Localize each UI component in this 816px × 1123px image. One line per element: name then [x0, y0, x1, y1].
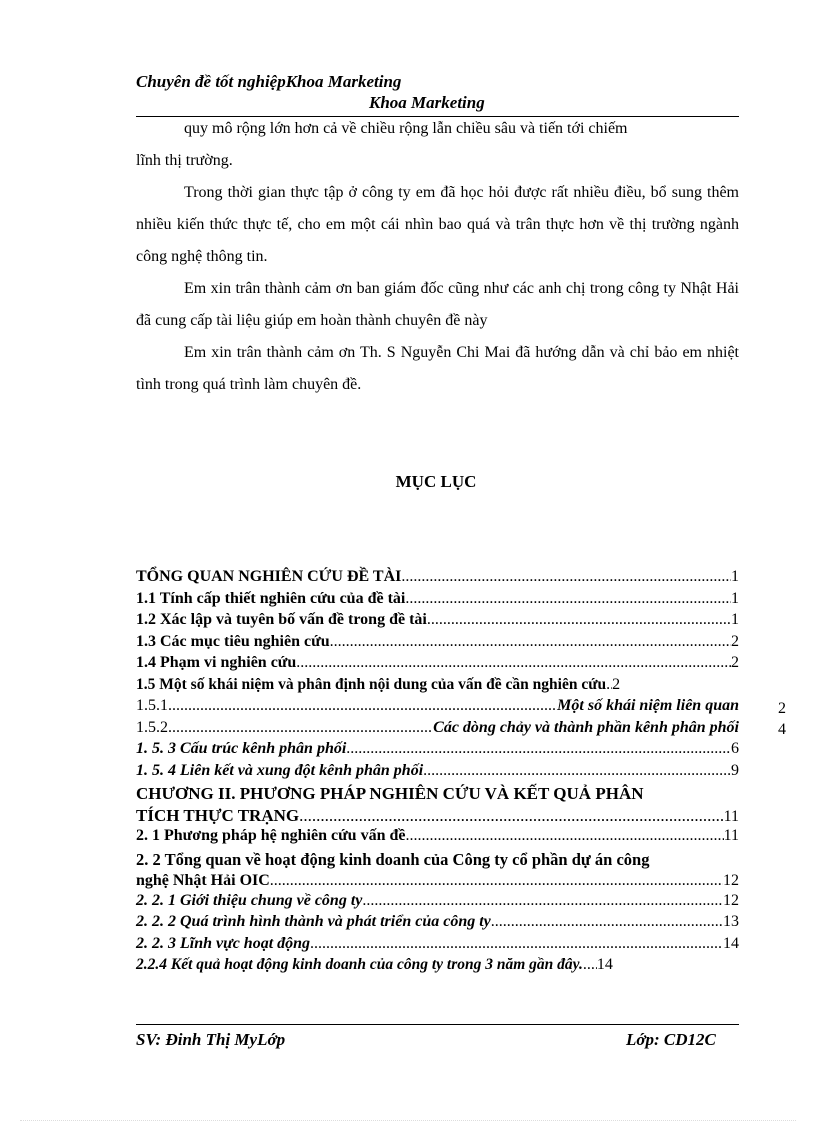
header-department: Khoa Marketing [369, 93, 485, 112]
toc-page-overflow: 4 [778, 721, 786, 738]
toc-page-overflow: 2 [778, 700, 786, 717]
toc-entry-text: 1. 5. 4 Liên kết và xung đột kênh phân phối [136, 761, 424, 779]
toc-entry[interactable] [136, 762, 739, 784]
toc-entry[interactable] [136, 719, 739, 741]
footer-rule [136, 1024, 739, 1025]
toc-entry-text: 1.4 Phạm vi nghiên cứu [136, 654, 297, 671]
toc-entry-text: 2. 1 Phương pháp hệ nghiên cứu vấn đề [136, 827, 406, 844]
paragraph-1a: quy mô rộng lớn hơn cả về chiều rộng lẫn chiều sâu và tiến tới chiếm [184, 120, 628, 137]
toc-entry-title: Một số khái niệm liên quan [557, 697, 739, 714]
toc-entry[interactable] [136, 633, 739, 655]
toc-entry[interactable] [136, 654, 739, 676]
toc-entry[interactable] [136, 892, 739, 914]
toc-entry[interactable] [136, 935, 739, 957]
toc-entry-text: 2. 2. 3 Lĩnh vực hoạt động [136, 934, 311, 952]
toc-entry-page: 2 [731, 632, 739, 650]
toc-entry-cont: nghệ Nhật Hải OIC [136, 872, 270, 889]
toc-entry-text: 1.1 Tính cấp thiết nghiên cứu của đề tài [136, 589, 406, 607]
toc-entry[interactable] [136, 590, 739, 612]
table-of-contents [136, 568, 739, 978]
footer-class: Lớp: CD12C [626, 1030, 716, 1049]
toc-entry-page: 1 [731, 611, 739, 628]
paragraph-3: Em xin trân thành cảm ơn ban giám đốc cũng như các anh chị trong công ty Nhật Hải đã cung cấp tài liệu giúp em hoàn thành chuyên đề này [136, 280, 739, 329]
toc-title: MỤC LỤC [395, 472, 477, 491]
toc-entry[interactable] [136, 827, 739, 849]
toc-entry-page: 9 [731, 761, 739, 779]
toc-entry-text: TỔNG QUAN NGHIÊN CỨU ĐỀ TÀI [136, 568, 402, 585]
toc-entry-page: 11 [723, 807, 739, 825]
toc-entry-text: 2. 2 Tổng quan về hoạt động kinh doanh của Công ty cổ phần dự án công [136, 849, 650, 869]
paragraph-2: Trong thời gian thực tập ở công ty em đã học hỏi được rất nhiều điều, bổ sung thêm nhiều kiến thức thực tế, cho em một cái nhìn bao quá và trân thực hơn về thị trường ngành công nghệ thông tin. [136, 184, 739, 265]
toc-entry-cont: TÍCH THỰC TRẠNG [136, 805, 300, 825]
toc-entry-text: CHƯƠNG II. PHƯƠNG PHÁP NGHIÊN CỨU VÀ KẾT QUẢ PHÂN [136, 784, 644, 803]
toc-entry[interactable] [136, 697, 739, 719]
paragraph-4: Em xin trân thành cảm ơn Th. S Nguyễn Chi Mai đã hướng dẫn và chỉ bảo em nhiệt tình trong quá trình làm chuyên đề. [136, 344, 739, 393]
toc-entry[interactable] [136, 956, 739, 978]
toc-entry-page: 14 [596, 956, 613, 973]
toc-entry-text: 2. 2. 1 Giới thiệu chung về công ty [136, 891, 363, 909]
toc-entry[interactable] [136, 676, 739, 698]
toc-entry[interactable] [136, 568, 739, 590]
toc-entry-text: 1.5.2 [136, 718, 168, 736]
toc-entry-page: 12 [723, 891, 739, 909]
toc-entry-page: 6 [731, 740, 739, 757]
toc-entry-text: 1.2 Xác lập và tuyên bố vấn đề trong đề tài [136, 611, 427, 628]
toc-entry-page: 1 [731, 589, 739, 607]
toc-entry-page: 1 [731, 568, 739, 585]
toc-entry-page: 13 [723, 913, 739, 930]
toc-entry[interactable] [136, 740, 739, 762]
toc-entry-text: 2.2.4 Kết quả hoạt động kinh doanh của công ty trong 3 năm gần đây. [136, 956, 583, 973]
toc-entry-text: 2. 2. 2 Quá trình hình thành và phát triển của công ty [136, 913, 491, 930]
toc-entry-page: 2 [731, 654, 739, 671]
toc-entry-page: 2 [612, 675, 621, 693]
toc-entry-page: 12 [723, 872, 739, 889]
paragraph-1b: lĩnh thị trường. [136, 152, 233, 169]
footer-student: SV: Đinh Thị MyLớp [136, 1030, 286, 1049]
toc-entry[interactable] [136, 783, 739, 827]
toc-entry-text: 1.5.1 [136, 697, 168, 714]
toc-entry-title: Các dòng chảy và thành phần kênh phân phối [433, 718, 739, 736]
page-edge [20, 1120, 796, 1121]
toc-entry[interactable] [136, 913, 739, 935]
toc-entry[interactable] [136, 611, 739, 633]
toc-entry-text: 1.3 Các mục tiêu nghiên cứu [136, 632, 330, 650]
toc-entry[interactable] [136, 849, 739, 892]
toc-entry-text: 1. 5. 3 Cấu trúc kênh phân phối [136, 740, 347, 757]
header-title: Chuyên đề tốt nghiệpKhoa Marketing [136, 72, 402, 91]
toc-entry-page: 14 [723, 934, 739, 952]
toc-entry-text: 1.5 Một số khái niệm và phân định nội dung của vấn đề cần nghiên cứu [136, 675, 607, 693]
body-text [136, 113, 739, 401]
toc-entry-page: 11 [723, 827, 739, 844]
